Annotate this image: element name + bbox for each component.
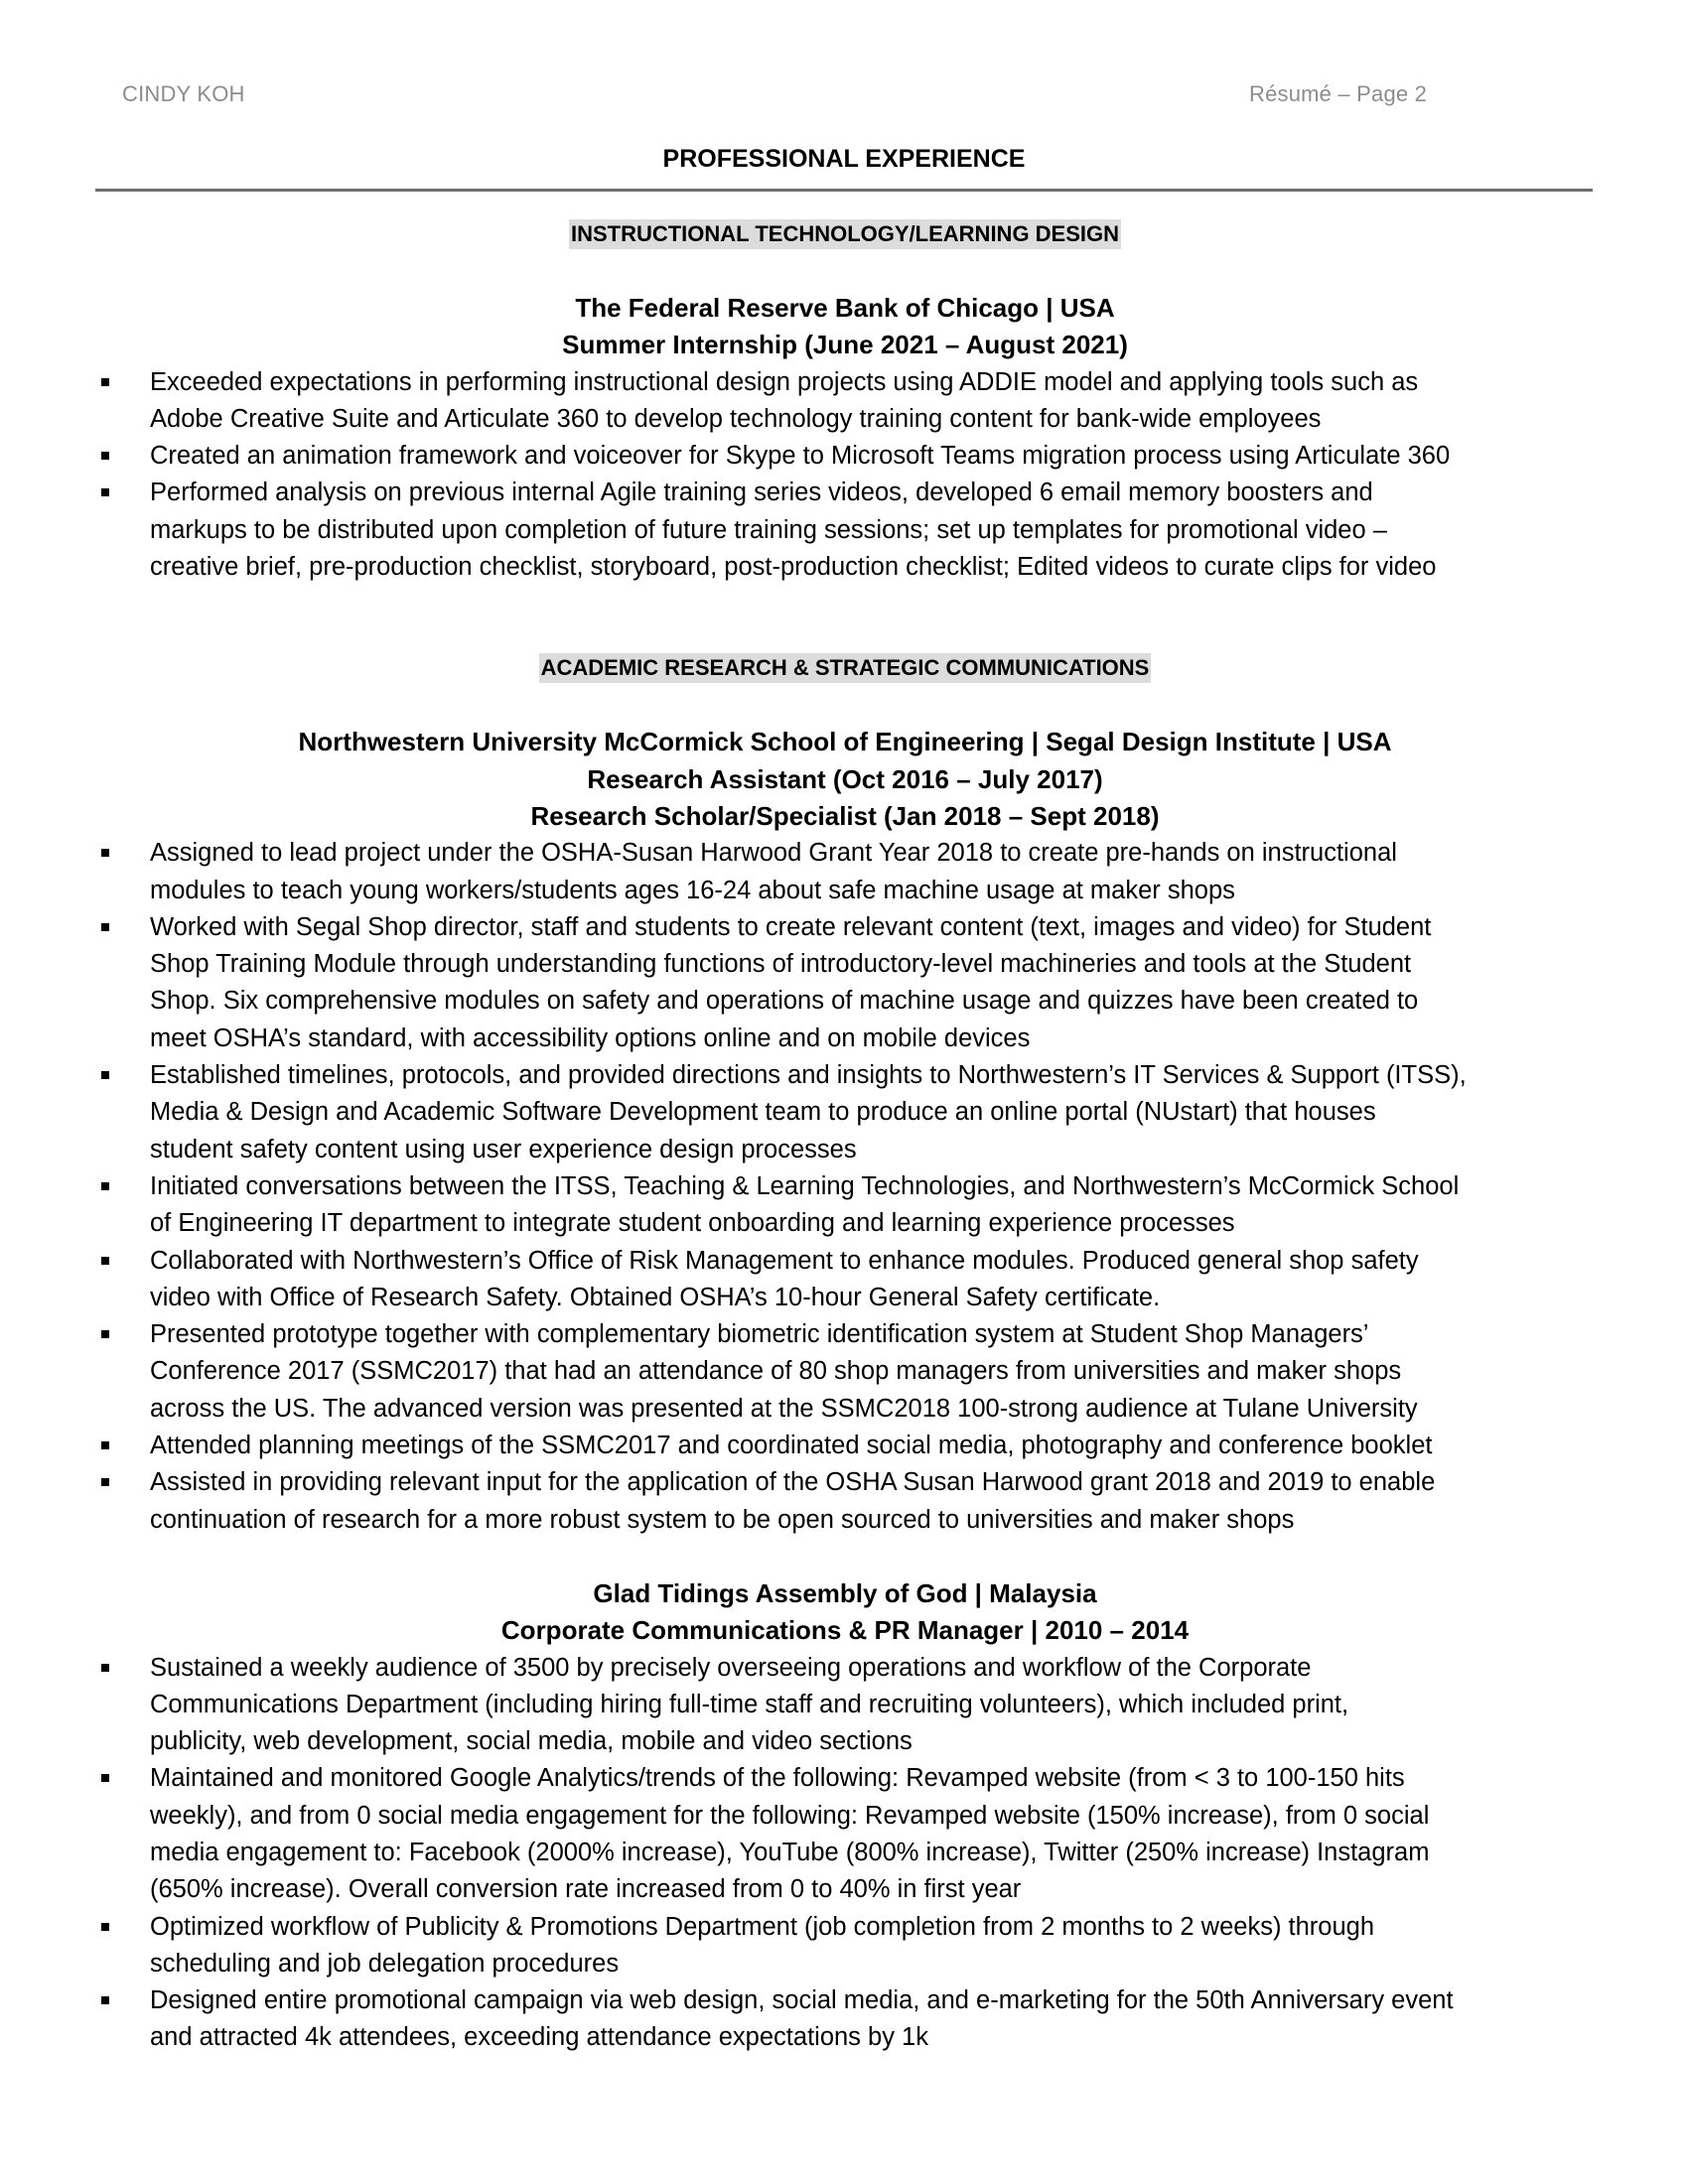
bullet-text: Exceeded expectations in performing instructional design projects using ADDIE model and applying tools such as Adobe Creative Suite and Articulate 360 to develop technology training content for bank-wide employees (150, 367, 1419, 433)
list-item (95, 1168, 1595, 1243)
employer-federal-reserve: The Federal Reserve Bank of Chicago | USA (575, 293, 1115, 323)
bullet-text: Collaborated with Northwestern’s Office of Risk Management to enhance modules. Produced general shop safety video with Office of Research Safety. Obtained OSHA’s 10-hour General Safety certificate. (150, 1246, 1419, 1311)
bullet-text: Worked with Segal Shop director, staff and students to create relevant content (text, images and video) for Student Shop Training Module through understanding functions of introductory-level machineries and tools at the Student Shop. Six comprehensive modules on safety and operations of machine usage and quizzes have been created to meet OSHA’s standard, with accessibility options online and on mobile devices (150, 912, 1432, 1052)
page-title: PROFESSIONAL EXPERIENCE (662, 145, 1026, 173)
section-heading-label: INSTRUCTIONAL TECHNOLOGY/LEARNING DESIGN (569, 219, 1121, 249)
bullet-square-icon (101, 1996, 109, 2004)
list-item (95, 835, 1595, 909)
bullet-text: Maintained and monitored Google Analytics/trends of the following: Revamped website (from < 3 to 100-150 hits weekly), and from 0 social media engagement for the following: Revamped website (150% increase), from 0 social media engagement to: Facebook (2000% increase), YouTube (800% increase), Twitter (250% increase) Instagram (650% increase). Overall conversion rate increased from 0 to 40% in first year (150, 1764, 1430, 1904)
role-research-scholar: Research Scholar/Specialist (Jan 2018 – Sept 2018) (530, 800, 1160, 831)
list-item (95, 1464, 1595, 1539)
list-item (95, 1057, 1595, 1168)
bullet-square-icon (101, 1923, 109, 1931)
bullet-square-icon (101, 378, 109, 386)
resume-body (95, 215, 1595, 2057)
bullet-square-icon (101, 1330, 109, 1338)
bullet-text: Designed entire promotional campaign via web design, social media, and e-marketing for the 50th Anniversary event and attracted 4k attendees, exceeding attendance expectations by 1k (150, 1986, 1454, 2052)
bullet-text: Assigned to lead project under the OSHA-Susan Harwood Grant Year 2018 to create pre-hands on instructional modules to teach young workers/students ages 16-24 about safe machine usage at maker shops (150, 839, 1397, 904)
bullet-square-icon (101, 1182, 109, 1190)
list-item (95, 909, 1595, 1057)
bullet-text: Created an animation framework and voiceover for Skype to Microsoft Teams migration process using Articulate 360 (150, 442, 1451, 471)
bullet-list-glad-tidings (95, 1650, 1595, 2057)
bullet-square-icon (101, 923, 109, 931)
list-item (95, 438, 1595, 475)
role-research-assistant: Research Assistant (Oct 2016 – July 2017) (587, 763, 1103, 794)
bullet-text: Attended planning meetings of the SSMC2017 and coordinated social media, photography and conference booklet (150, 1432, 1433, 1460)
bullet-square-icon (101, 488, 109, 496)
list-item (95, 1982, 1595, 2057)
section-heading-academic (95, 649, 1595, 686)
bullet-text: Assisted in providing relevant input for the application of the OSHA Susan Harwood grant 2018 and 2019 to enable continuation of research for a more robust system to be open sourced to universities and maker shops (150, 1468, 1436, 1534)
title-divider (95, 189, 1593, 192)
bullet-list-federal-reserve (95, 364, 1595, 587)
bullet-square-icon (101, 452, 109, 460)
list-item (95, 1316, 1595, 1428)
list-item (95, 1909, 1595, 1983)
bullet-square-icon (101, 1257, 109, 1265)
bullet-square-icon (101, 849, 109, 857)
list-item (95, 1428, 1595, 1464)
bullet-text: Sustained a weekly audience of 3500 by precisely overseeing operations and workflow of the Corporate Communications Department (including hiring full-time staff and recruiting volunteers), which included print, publicity, web development, social media, mobile and video sections (150, 1653, 1349, 1756)
bullet-square-icon (101, 1441, 109, 1449)
bullet-square-icon (101, 1664, 109, 1672)
bullet-square-icon (101, 1071, 109, 1079)
role-comms-pr-manager: Corporate Communications & PR Manager | 2010 – 2014 (500, 1615, 1190, 1646)
list-item (95, 1760, 1595, 1908)
bullet-text: Presented prototype together with complementary biometric identification system at Student Shop Managers’ Conference 2017 (SSMC2017) that had an attendance of 80 shop managers from universities and maker shops across the US. The advanced version was presented at the SSMC2018 100-strong audience at Tulane University (150, 1320, 1418, 1423)
bullet-text: Initiated conversations between the ITSS, Teaching & Learning Technologies, and Northwestern’s McCormick School of Engineering IT department to integrate student onboarding and learning experience processes (150, 1171, 1460, 1238)
bullet-square-icon (101, 1774, 109, 1782)
section-heading-instructional (95, 215, 1595, 252)
list-item (95, 1243, 1595, 1317)
list-item (95, 364, 1595, 439)
role-summer-internship: Summer Internship (June 2021 – August 2021) (562, 330, 1128, 360)
list-item (95, 1650, 1595, 1761)
bullet-square-icon (101, 1478, 109, 1486)
employer-glad-tidings: Glad Tidings Assembly of God | Malaysia (593, 1577, 1097, 1608)
bullet-text: Optimized workflow of Publicity & Promotions Department (job completion from 2 months to 2 weeks) through scheduling and job delegation procedures (150, 1912, 1375, 1978)
bullet-text: Performed analysis on previous internal Agile training series videos, developed 6 email memory boosters and markups to be distributed upon completion of future training sessions; set up templates for promotional video – creative brief, pre-production checklist, storyboard, post-production checklist; Edited videos to curate clips for video (150, 478, 1437, 582)
bullet-text: Established timelines, protocols, and provided directions and insights to Northwestern’s IT Services & Support (ITSS), Media & Design and Academic Software Development team to produce an online portal (NUstart) that houses student safety content using user experience design processes (150, 1061, 1467, 1163)
employer-northwestern: Northwestern University McCormick School of Engineering | Segal Design Institute | USA (298, 727, 1392, 757)
list-item (95, 475, 1595, 586)
page-label: Résumé – Page 2 (1249, 81, 1428, 106)
header-name: CINDY KOH (122, 81, 245, 106)
bullet-list-northwestern (95, 835, 1595, 1539)
section-heading-label: ACADEMIC RESEARCH & STRATEGIC COMMUNICATIONS (539, 653, 1152, 683)
